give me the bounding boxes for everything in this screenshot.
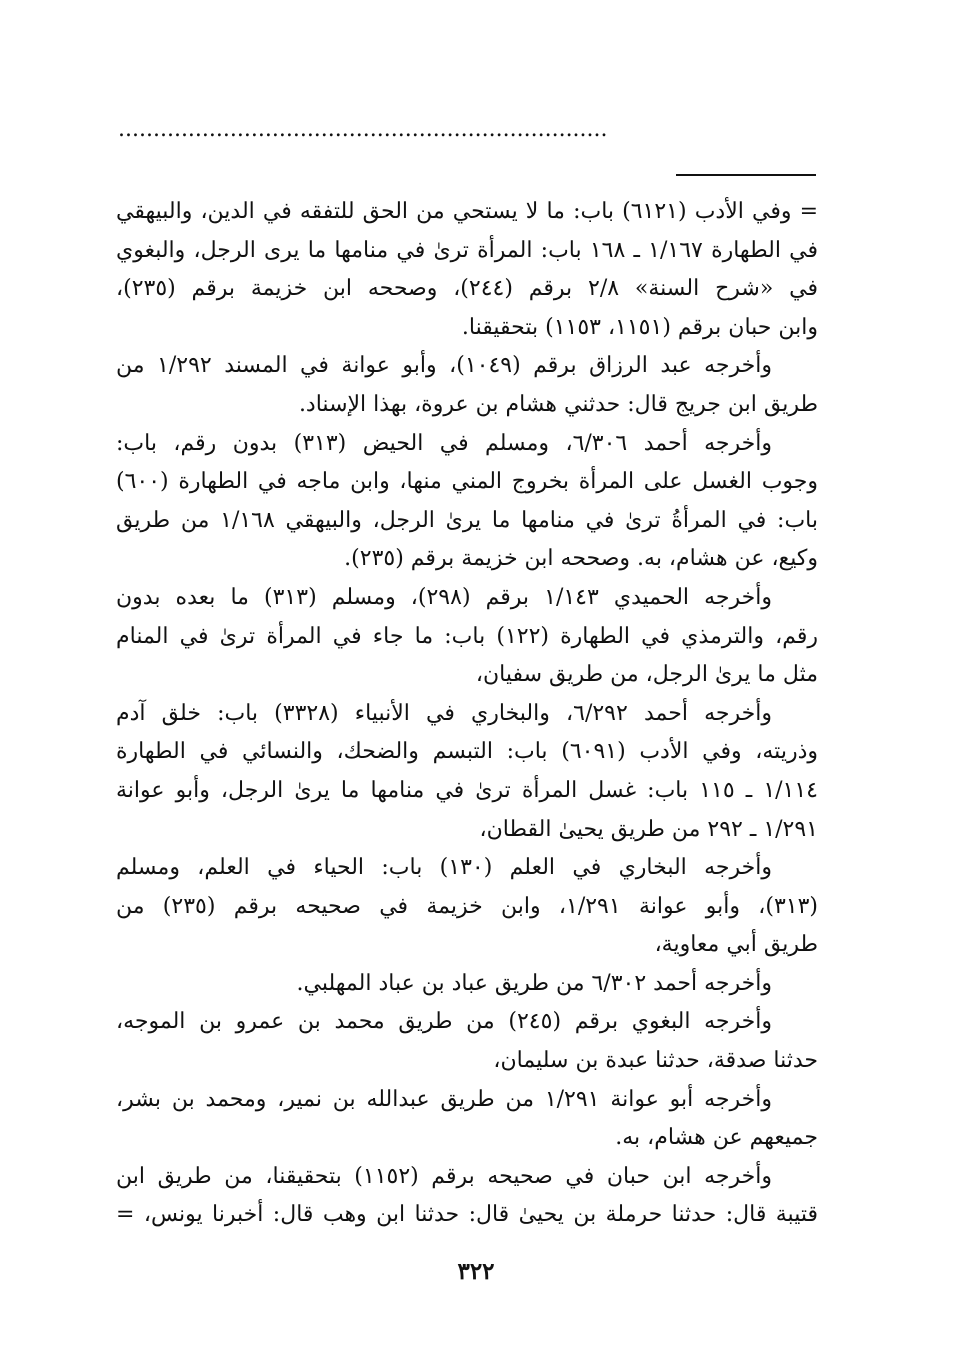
footnote-line: جميعهم عن هشام، به. bbox=[615, 1125, 818, 1151]
footnote-line: وابن حبان برقم (١١٥١، ١١٥٣) بتحقيقنا. bbox=[461, 314, 818, 340]
footnote-line: وأخرجه أحمد ٦/٣٠٦، ومسلم في الحيض (٣١٣) بدون رقم، باب: bbox=[116, 430, 772, 456]
footnote-line: وجوب الغسل على المرأة بخروج المني منها، وابن ماجه في الطهارة (٦٠٠) bbox=[116, 469, 818, 495]
footnote-line: قتيبة قال: حدثنا حرملة بن يحيىٰ قال: حدثنا ابن وهب قال: أخبرنا يونس، = bbox=[116, 1202, 818, 1228]
footnote-line: ١/١١٤ ـ ١١٥ باب: غسل المرأة ترىٰ في منامها ما يرىٰ الرجل، وأبو عوانة bbox=[116, 777, 818, 803]
footnote-line: طريق ابن جريج قال: حدثني هشام بن عروة، بهذا الإسناد. bbox=[298, 391, 818, 417]
footnote-line: (٣١٣)، وأبو عوانة ١/٢٩١، وابن خزيمة في صحيحه برقم (٢٣٥) من bbox=[116, 893, 818, 919]
footnote-line: وأخرجه البغوي برقم (٢٤٥) من طريق محمد بن عمرو بن الموجه، bbox=[116, 1009, 772, 1035]
footnote-line: وأخرجه عبد الرزاق برقم (١٠٤٩)، وأبو عوانة في المسند ١/٢٩٢ من bbox=[116, 353, 772, 379]
footnote-line: ١/٢٩١ ـ ٢٩٢ من طريق يحيىٰ القطان، bbox=[479, 816, 818, 842]
footnote-line: وذريته، وفي الأدب (٦٠٩١) باب: التبسم والضحك، والنسائي في الطهارة bbox=[116, 739, 818, 765]
footnote-rule bbox=[676, 174, 816, 176]
dotted-separator: ...................................................................... bbox=[118, 118, 608, 142]
footnote-line: وأخرجه أحمد ٦/٣٠٢ من طريق عباد بن عباد المهلبي. bbox=[296, 970, 772, 996]
footnote-line: باب: في المرأةُ ترىٰ في منامها ما يرىٰ الرجل، والبيهقي ١/١٦٨ من طريق bbox=[116, 507, 818, 533]
footnote-line: رقم، والترمذي في الطهارة (١٢٢) باب: ما جاء في المرأة ترىٰ في المنام bbox=[116, 623, 818, 649]
footnote-line: مثل ما يرىٰ الرجل، من طريق سفيان، bbox=[475, 662, 818, 688]
footnote-line: حدثنا صدقة، حدثنا عبدة بن سليمان، bbox=[493, 1048, 818, 1074]
footnote-line: طريق أبي معاوية، bbox=[654, 932, 818, 958]
footnote-line: وأخرجه ابن حبان في صحيحه برقم (١١٥٢) بتحقيقنا، من طريق ابن bbox=[116, 1163, 772, 1189]
footnote-line: = وفي الأدب (٦١٢١) باب: ما لا يستحي من الحق للتفقه في الدين، والبيهقي bbox=[116, 199, 818, 224]
footnote-line: وأخرجه أبو عوانة ١/٢٩١ من طريق عبدالله بن نمير، ومحمد بن بشر، bbox=[116, 1086, 772, 1112]
footnote-line: وكيع، عن هشام، به. وصححه ابن خزيمة برقم (٢٣٥). bbox=[344, 546, 818, 572]
footnote-line: وأخرجه أحمد ٦/٢٩٢، والبخاري في الأنبياء (٣٣٢٨) باب: خلق آدم bbox=[116, 700, 772, 726]
footnote-line: وأخرجه الحميدي ١/١٤٣ برقم (٢٩٨)، ومسلم (٣١٣) ما بعده بدون bbox=[116, 584, 773, 610]
page-number: ٣٢٢ bbox=[457, 1258, 495, 1285]
footnote-line: في الطهارة ١/١٦٧ ـ ١٦٨ باب: المرأة ترىٰ في منامها ما يرى الرجل، والبغوي bbox=[116, 237, 818, 263]
footnote-line: وأخرجه البخاري في العلم (١٣٠) باب: الحياء في العلم، ومسلم bbox=[116, 855, 772, 881]
footnote-block bbox=[116, 193, 818, 1235]
footnote-line: في «شرح السنة» ٢/٨ برقم (٢٤٤)، وصححه ابن خزيمة برقم (٢٣٥)، bbox=[116, 276, 818, 302]
